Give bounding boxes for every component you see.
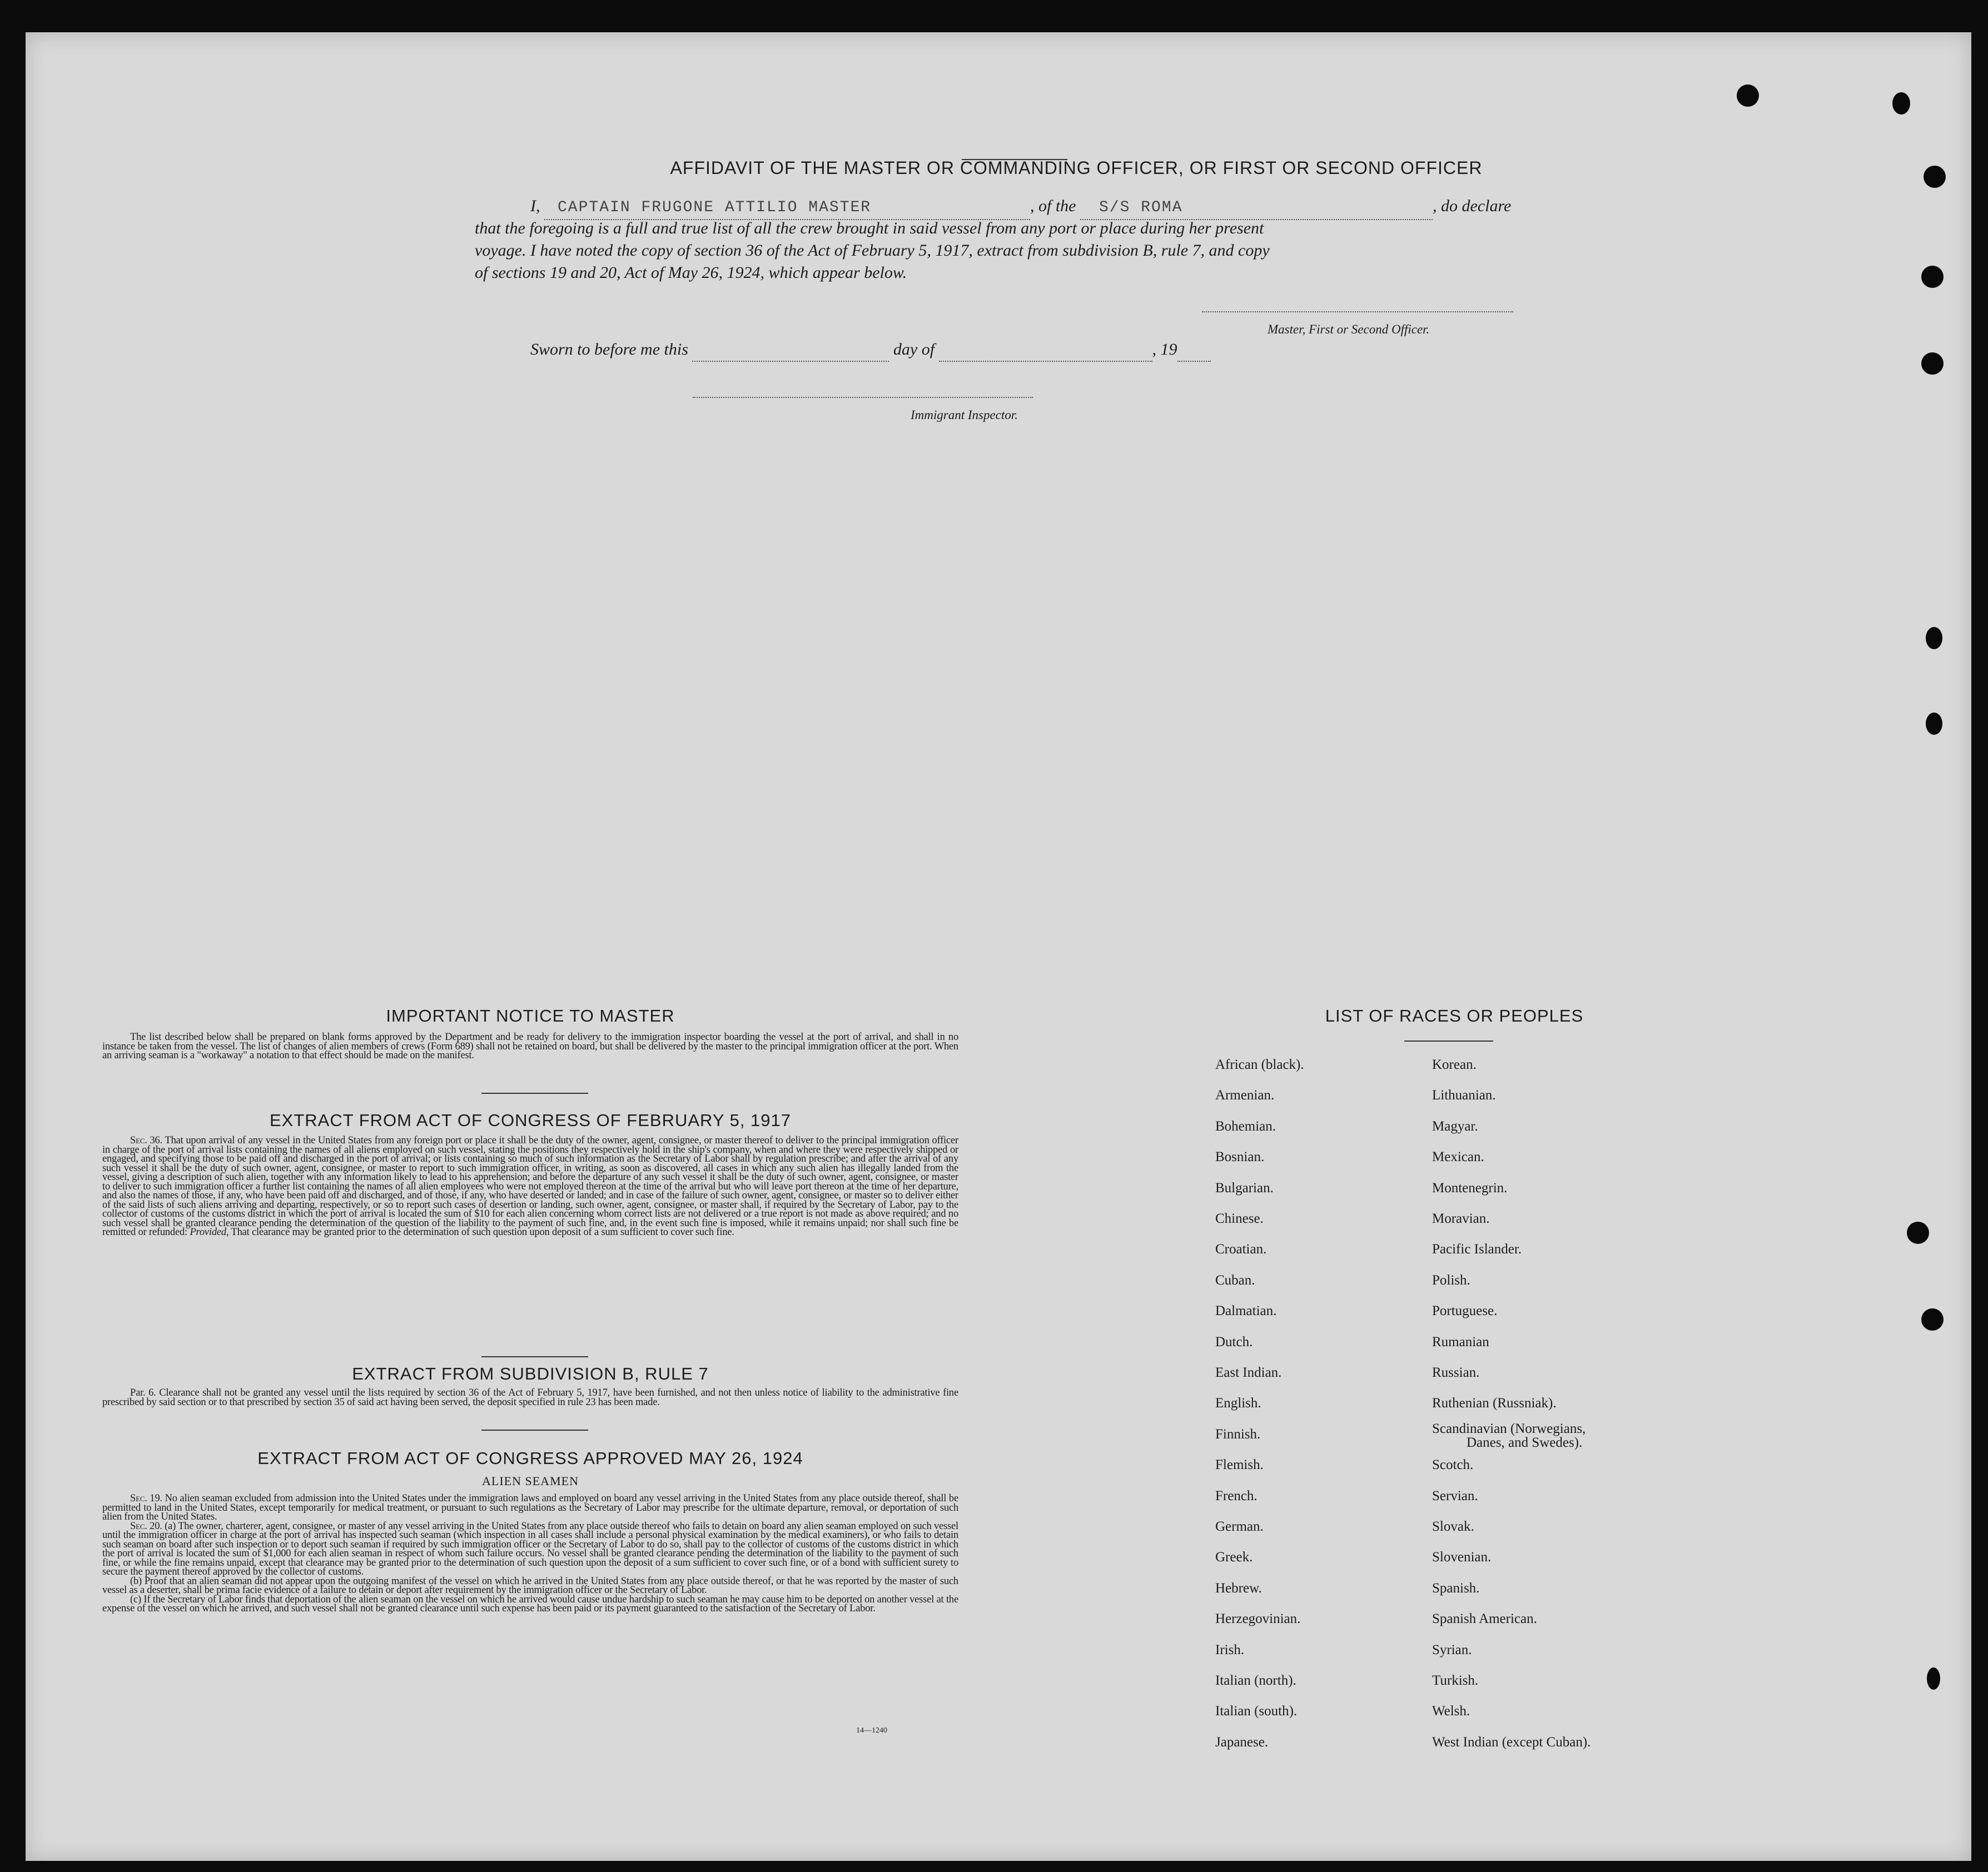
section-20b-text: (b) Proof that an alien seaman did not appear upon the outgoing manifest of the vessel on which he arrived in the United States from any place outside thereof, or that he was reported by the master of such vessel as a deserter, shall be prima facie evidence of a failure to detain or deport after requirement by the immigration officer or the Secretary of Labor. xyxy=(102,1575,958,1596)
race-item: Mexican. xyxy=(1432,1149,1484,1165)
race-item: Spanish American. xyxy=(1432,1611,1537,1627)
race-item: Bohemian. xyxy=(1215,1118,1276,1134)
section-20a-text: (a) The owner, charterer, agent, consignee, or master of any vessel arriving in the United States from any place outside thereof who fails to detain on board any alien seaman employed on such vessel until the immigration officer in charge at the port of arrival has inspected such seaman (which inspection in all cases shall include a personal physical examination by the medical examiners), or who fails to detain such seaman on board after such inspection or to deport such seaman if required by such immigration officer or the Secretary of Labor to do so, shall pay to the collector of customs of the customs district in which the port of arrival is located the sum of $1,000 for each alien seaman in respect of whom such failure occurs. No vessel shall be granted clearance pending the determination of the liability to the payment of such fine, or while the fine remains unpaid, except that clearance may be granted prior to the determination of such question upon the deposit of a sum sufficient to cover such fine, or of a bond with sufficient surety to secure the payment thereof approved by the collector of customs. xyxy=(102,1520,958,1577)
declaration-of-the: , of the xyxy=(1030,197,1076,215)
affidavit-line-3: voyage. I have noted the copy of section 36 of the Act of February 5, 1917, extract from subdivision B, rule 7, and copy xyxy=(475,241,1270,260)
proviso-text: That clearance may be granted prior to the determination of such question upon deposit of a sum sufficient to cover such fine. xyxy=(231,1227,734,1238)
master-signature-field[interactable] xyxy=(1202,311,1513,312)
master-signature-label: Master, First or Second Officer. xyxy=(1268,322,1430,336)
inspector-signature-label: Immigrant Inspector. xyxy=(911,408,1018,422)
declaration-pronoun: I, xyxy=(530,197,540,215)
divider xyxy=(481,1093,588,1094)
binder-hole xyxy=(1921,1308,1944,1331)
race-item: Ruthenian (Russniak). xyxy=(1432,1396,1557,1411)
race-item: English. xyxy=(1215,1396,1261,1411)
declaration-do-declare: , do declare xyxy=(1433,197,1512,215)
race-item: Moravian. xyxy=(1432,1211,1490,1226)
sworn-month-field[interactable] xyxy=(939,338,1152,362)
race-item: Lithuanian. xyxy=(1432,1088,1496,1103)
extract-1924-body xyxy=(102,1494,958,1614)
binder-hole xyxy=(1737,84,1759,107)
vessel-name-value: S/S ROMA xyxy=(1099,199,1183,216)
alien-seamen-subtitle: ALIEN SEAMEN xyxy=(482,1474,579,1488)
race-item: Greek. xyxy=(1215,1550,1253,1565)
rule-7-text: Par. 6. Clearance shall not be granted any vessel until the lists required by section 36 of the Act of February 5, 1917, have been furnished, and not then unless notice of liability to the administrative fine prescribed by said section or to that prescribed by section 35 of said act having been served, the deposit specified in rule 23 has been made. xyxy=(102,1387,958,1408)
binder-hole xyxy=(1892,92,1910,114)
rule-7-title: EXTRACT FROM SUBDIVISION B, RULE 7 xyxy=(352,1364,709,1383)
sworn-day-field[interactable] xyxy=(692,338,889,362)
sworn-year-field[interactable] xyxy=(1177,338,1211,362)
binder-hole xyxy=(1921,352,1944,375)
affidavit-line-2: that the foregoing is a full and true list of all the crew brought in said vessel from any port or place during her present xyxy=(475,219,1264,237)
document-page xyxy=(26,32,1971,1861)
binder-hole xyxy=(1926,627,1942,649)
race-item: Irish. xyxy=(1215,1642,1245,1657)
race-item: East Indian. xyxy=(1215,1365,1282,1380)
race-item: Rumanian xyxy=(1432,1334,1489,1350)
race-item: West Indian (except Cuban). xyxy=(1432,1734,1591,1750)
sworn-label: Sworn to before me this xyxy=(530,340,688,359)
divider xyxy=(1404,1040,1493,1042)
section-19-text: No alien seaman excluded from admission into the United States under the immigration laws and employed on board any vessel arriving in the United States from any place outside thereof, shall be permitted to land in the United States, except temporarily for medical treatment, or pursuant to such regulations as the Secretary of Labor may prescribe for the ultimate departure, removal, or deportation of such alien from the United States. xyxy=(102,1493,958,1522)
section-36-label: Sec. 36. xyxy=(130,1135,163,1146)
section-19-label: Sec. 19. xyxy=(130,1493,162,1504)
section-36-text: That upon arrival of any vessel in the United States from any foreign port or place it shall be the duty of the owner, agent, consignee, or master thereof to deliver to the principal immigration officer in charge of the port of arrival lists containing the names of all aliens employed on such vessel, stating the positions they respectively hold in the ship's company, when and where they were respectively shipped or engaged, and specifying those to be paid off and discharged in the port of arrival; or lists containing so much of such information as the Secretary of Labor shall by regulation prescribe; and after the arrival of any such vessel it shall be the duty of such owner, agent, consignee, or master to report to such immigration officer, in writing, as soon as discovered, all cases in which any such alien has illegally landed from the vessel, giving a description of such alien, together with any information likely to lead to his apprehension; and before the departure of any such vessel it shall be the duty of such owner, agent, consignee, or master to deliver to such immigration officer a further list containing the names of all alien employees who were not employed thereon at the time of the arrival but who will leave port thereon at the time of her departure, and also the names of those, if any, who have been paid off and discharged, and of those, if any, who have deserted or landed; and in case of the failure of such owner, agent, consignee, or master so to deliver either of the said lists of such aliens arriving and departing, respectively, or so to report such cases of desertion or landing, such owner, agent, consignee, or master shall, if required by the Secretary of Labor, pay to the collector of customs of the customs district in which the port of arrival is located the sum of $10 for each alien concerning whom correct lists are not delivered or a true report is not made as above required; and no such vessel shall be granted clearance pending the determination of the question of the liability to the payment of such fine, and, in the event such fine is imposed, while it remains unpaid; nor shall such fine be remitted or refunded: xyxy=(102,1135,958,1238)
sworn-year-label: , 19 xyxy=(1152,340,1177,359)
race-item: Russian. xyxy=(1432,1365,1480,1380)
sworn-month-label: day of xyxy=(893,340,935,359)
notice-body xyxy=(102,1033,958,1061)
race-item: Bulgarian. xyxy=(1215,1180,1274,1196)
race-item: Croatian. xyxy=(1215,1242,1267,1257)
race-item: Scandinavian (Norwegians, xyxy=(1432,1421,1586,1436)
race-item: Turkish. xyxy=(1432,1673,1479,1688)
race-item: Magyar. xyxy=(1432,1118,1478,1134)
race-item: Syrian. xyxy=(1432,1642,1472,1657)
section-20c-text: (c) If the Secretary of Labor finds that deportation of the alien seaman on the vessel on which he arrived would cause undue hardship to such seaman he may cause him to be deported on another vessel at the expense of the vessel on which he arrived, and such vessel shall not be granted clearance until such expense has been paid or its payment guaranteed to the satisfaction of the Secretary of Labor. xyxy=(102,1594,958,1614)
race-item: Japanese. xyxy=(1215,1734,1269,1750)
inspector-signature-field[interactable] xyxy=(693,397,1033,398)
race-item: Slovak. xyxy=(1432,1519,1474,1534)
race-item: Italian (north). xyxy=(1215,1673,1296,1688)
race-item: Chinese. xyxy=(1215,1211,1264,1226)
race-item: Dalmatian. xyxy=(1215,1303,1277,1319)
race-item: Flemish. xyxy=(1215,1457,1264,1473)
race-item: Dutch. xyxy=(1215,1334,1253,1350)
notice-text: The list described below shall be prepared on blank forms approved by the Department and be ready for delivery to the immigration inspector boarding the vessel at the port of arrival, and shall in no instance be taken from the vessel. The list of changes of alien members of crews (Form 689) shall not be retained on board, but shall be delivered by the master to the principal immigration officer at the port. When an arriving seaman is a "workaway" a notation to that effect should be made on the manifest. xyxy=(102,1032,958,1061)
race-item: Spanish. xyxy=(1432,1580,1480,1596)
race-item: Portuguese. xyxy=(1432,1303,1498,1319)
race-item: Pacific Islander. xyxy=(1432,1242,1522,1257)
race-item: German. xyxy=(1215,1519,1264,1534)
race-item: Korean. xyxy=(1432,1057,1477,1072)
binder-hole xyxy=(1921,266,1944,288)
race-item: Herzegovinian. xyxy=(1215,1611,1301,1627)
race-item: Montenegrin. xyxy=(1432,1180,1508,1196)
race-item: Bosnian. xyxy=(1215,1149,1265,1165)
rule-7-body xyxy=(102,1388,958,1407)
divider xyxy=(481,1356,588,1357)
race-item: Slovenian. xyxy=(1432,1550,1492,1565)
race-item: Italian (south). xyxy=(1215,1704,1298,1719)
form-number: 14—1240 xyxy=(856,1726,887,1735)
race-item: Servian. xyxy=(1432,1488,1478,1503)
race-item: Hebrew. xyxy=(1215,1580,1262,1596)
notice-title: IMPORTANT NOTICE TO MASTER xyxy=(386,1006,675,1025)
officer-name-value: CAPTAIN FRUGONE ATTILIO MASTER xyxy=(558,199,872,216)
affidavit-title: AFFIDAVIT OF THE MASTER OR COMMANDING OFFICER, OR FIRST OR SECOND OFFICER xyxy=(670,158,1483,178)
proviso-label: Provided, xyxy=(190,1227,229,1238)
race-item: African (black). xyxy=(1215,1057,1304,1072)
sworn-line xyxy=(530,338,1211,362)
race-item-continuation: Danes, and Swedes). xyxy=(1467,1435,1583,1450)
race-item: French. xyxy=(1215,1488,1258,1503)
extract-1917-body xyxy=(102,1136,958,1237)
binder-hole xyxy=(1926,713,1942,735)
affidavit-line-4: of sections 19 and 20, Act of May 26, 1924, which appear below. xyxy=(475,263,907,282)
binder-hole xyxy=(1924,166,1946,188)
section-20-label: Sec. 20. xyxy=(130,1520,162,1532)
race-item: Welsh. xyxy=(1432,1704,1470,1719)
extract-1924-title: EXTRACT FROM ACT OF CONGRESS APPROVED MAY 26, 1924 xyxy=(257,1448,803,1468)
race-item: Scotch. xyxy=(1432,1457,1474,1473)
race-item: Finnish. xyxy=(1215,1426,1261,1442)
race-item: Armenian. xyxy=(1215,1088,1275,1103)
race-item: Polish. xyxy=(1432,1272,1470,1288)
race-item: Cuban. xyxy=(1215,1272,1255,1288)
binder-hole xyxy=(1907,1222,1929,1244)
races-title: LIST OF RACES OR PEOPLES xyxy=(1325,1006,1584,1025)
binder-hole xyxy=(1927,1667,1940,1690)
extract-1917-title: EXTRACT FROM ACT OF CONGRESS OF FEBRUARY 5, 1917 xyxy=(269,1111,792,1130)
divider xyxy=(962,159,1067,160)
divider xyxy=(481,1430,588,1431)
